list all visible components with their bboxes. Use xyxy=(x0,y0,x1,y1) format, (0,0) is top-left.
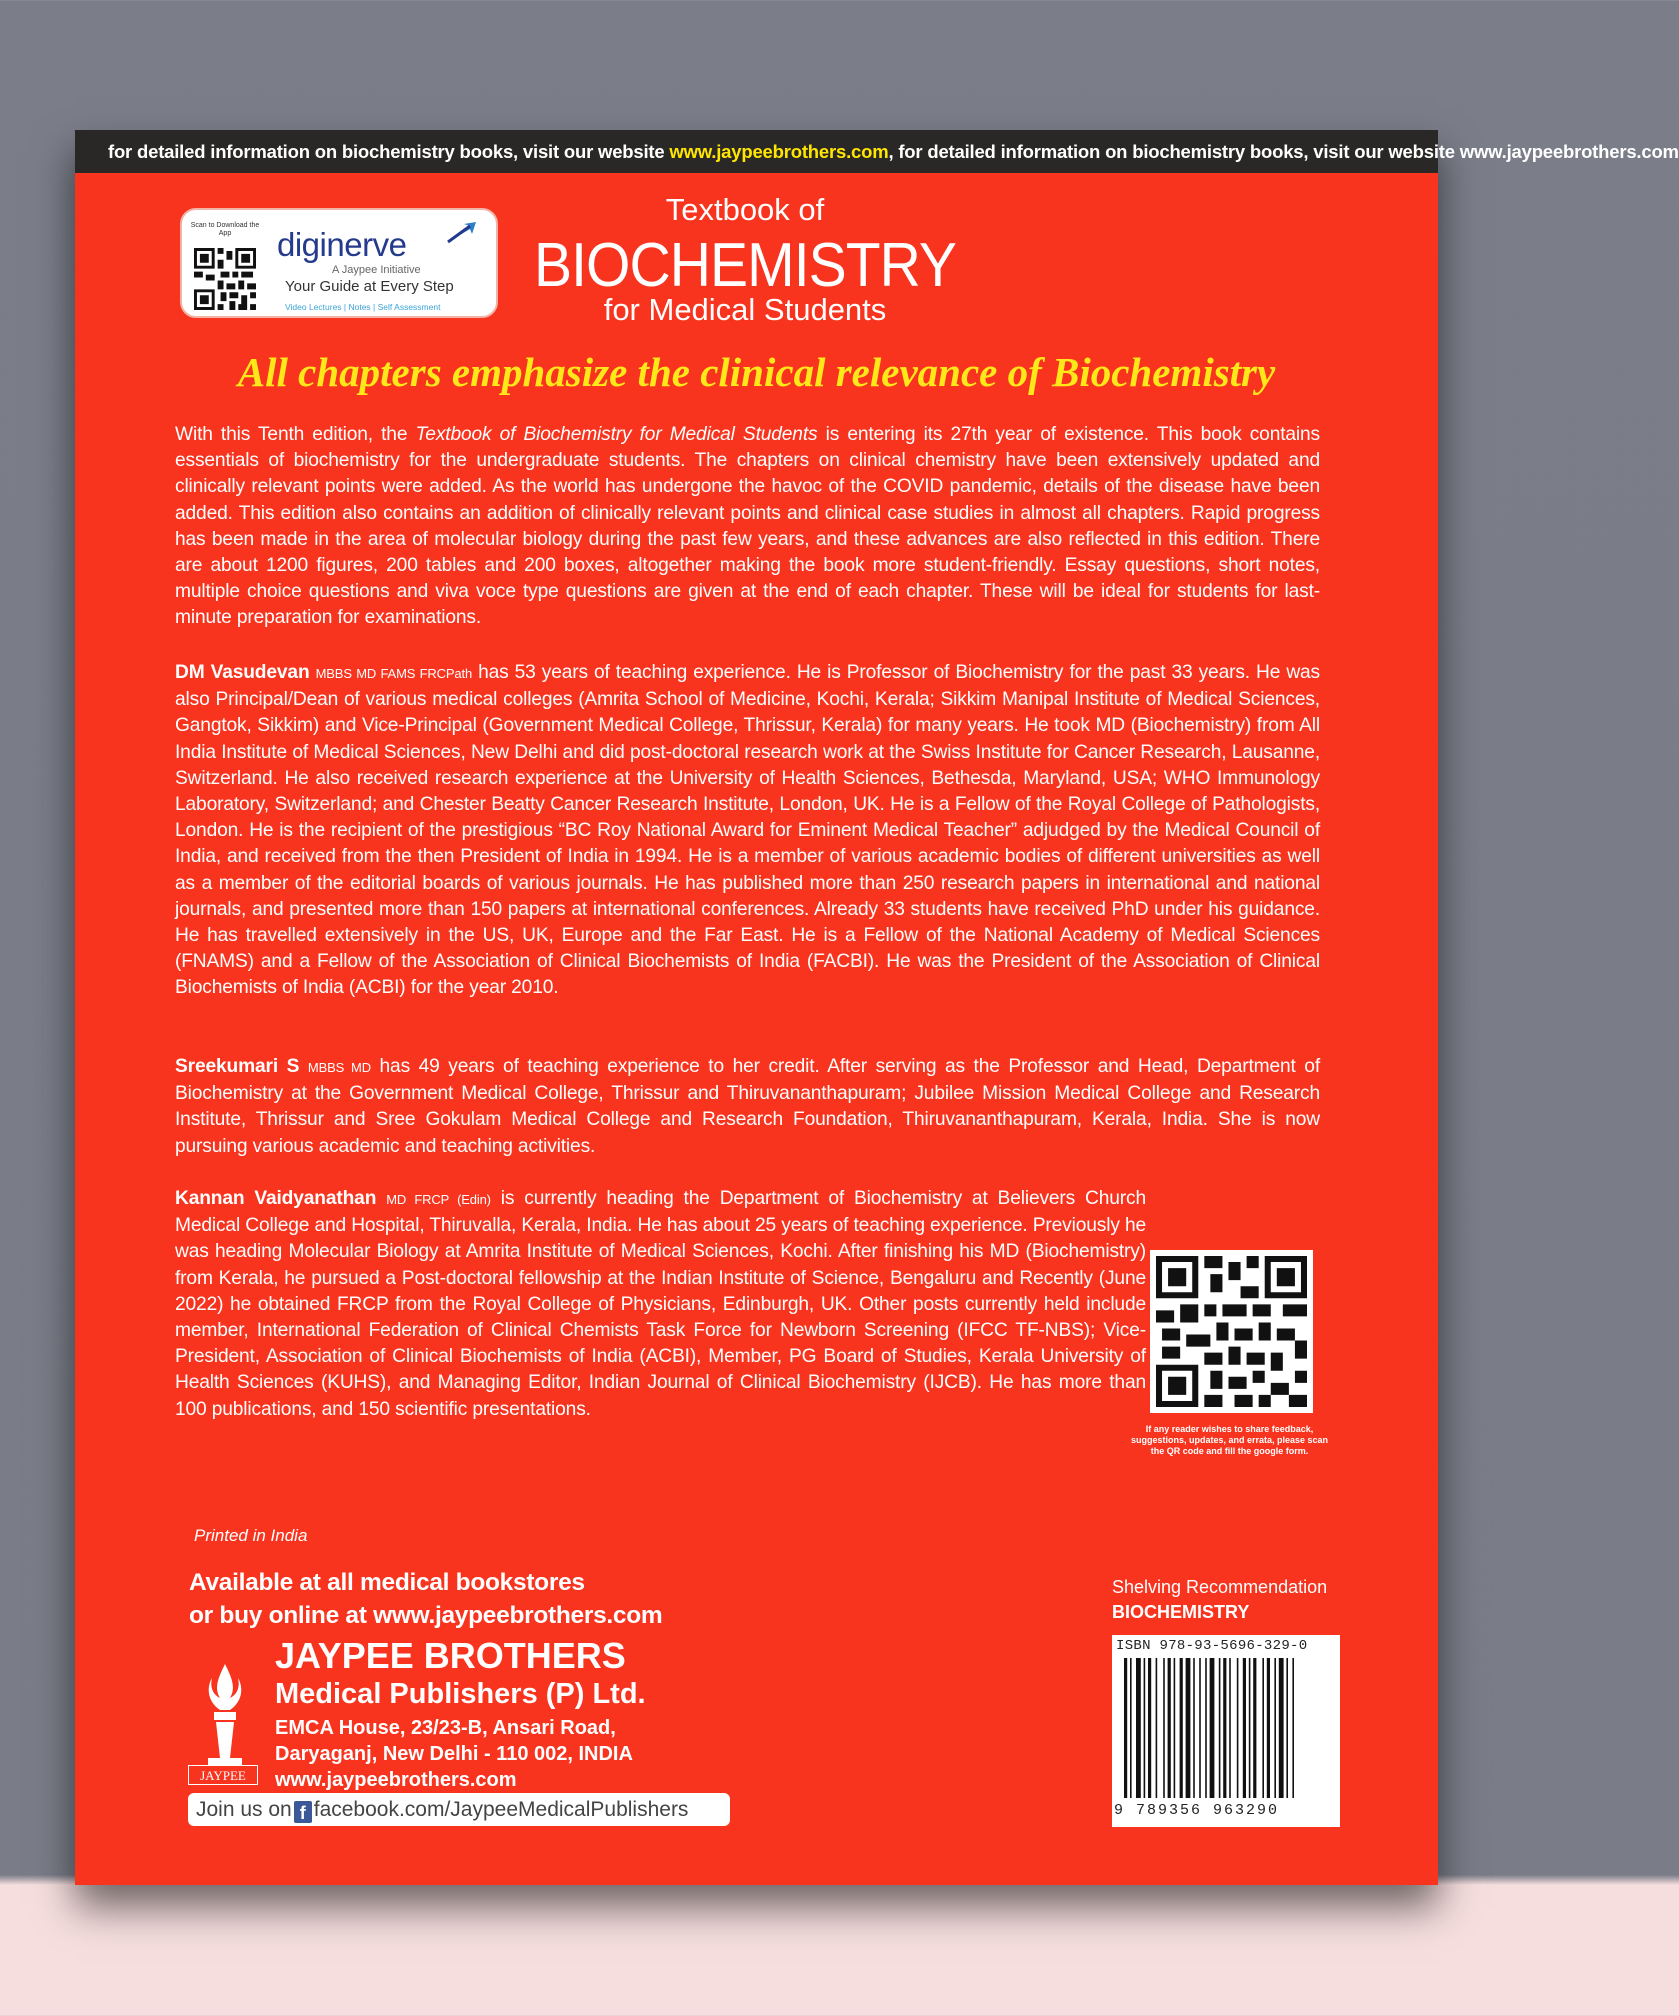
author-credentials: MBBS MD xyxy=(307,1060,371,1075)
shelving-label: Shelving Recommendation xyxy=(1112,1577,1328,1597)
barcode-bar xyxy=(1199,1658,1201,1798)
intro-text-rest: is entering its 27th year of existence. This book contains essentials of biochemistry for the undergraduate students. The chapters on clinical chemistry have been extensively updated and clinically relevant points were added. As the world has undergone the havoc of the COVID pandemic, details of the disease have been added. This edition also contains an addition of clinically relevant points and clinical case studies in almost all chapters. Rapid progress has been made in the area of molecular biology during the past few years, and these advances are also reflected in this edition. There are about 1200 figures, 200 tables and 200 boxes, altogether making the book more student-friendly. Essay questions, short notes, multiple choice questions and viva voce type questions are given at the end of each chapter. These will be ideal for students for last-minute preparation for examinations. xyxy=(175,424,1320,629)
barcode-bar xyxy=(1267,1658,1270,1798)
availability-line-2: or buy online at www.jaypeebrothers.com xyxy=(189,1602,663,1629)
barcode-bar xyxy=(1144,1658,1146,1798)
intro-book-title: Textbook of Biochemistry for Medical Students xyxy=(415,424,818,445)
barcode-bar xyxy=(1148,1658,1151,1798)
barcode-bar xyxy=(1136,1658,1141,1798)
barcode-bar xyxy=(1243,1658,1246,1798)
barcode-bar xyxy=(1237,1658,1239,1798)
barcode-digits: 9 789356 963290 xyxy=(1114,1802,1280,1819)
author-credentials: MBBS MD FAMS FRCPath xyxy=(315,666,473,681)
barcode-bar xyxy=(1174,1658,1176,1798)
feedback-note: If any reader wishes to share feedback, suggestions, updates, and errata, please scan the QR code and fill the google form. xyxy=(1130,1424,1329,1456)
address-line-1: EMCA House, 23/23-B, Ansari Road, xyxy=(275,1717,616,1739)
logo-part-i: i xyxy=(319,226,327,263)
barcode-bars-icon xyxy=(1124,1658,1328,1798)
barcode-bar xyxy=(1223,1658,1226,1798)
jaypee-logo-label: JAYPEE xyxy=(188,1765,258,1785)
banner-text: for detailed information on biochemistry books, visit our website xyxy=(108,141,670,162)
intro-text-start: With this Tenth edition, the xyxy=(175,424,416,445)
barcode-bar xyxy=(1156,1658,1158,1798)
title-biochemistry: BIOCHEMISTRY xyxy=(533,231,957,300)
barcode-bar xyxy=(1229,1658,1231,1798)
availability-line-1: Available at all medical bookstores xyxy=(189,1569,585,1596)
address-line-2: Daryaganj, New Delhi - 110 002, INDIA xyxy=(275,1743,633,1765)
barcode-bar xyxy=(1193,1658,1195,1798)
author-bio-text: has 53 years of teaching experience. He is Professor of Biochemistry for the past 33 years. He was also Principal/Dean of various medical colleges (Amrita School of Medicine, Kochi, Kerala; Sikkim Manipal Institute of Medical Sciences, Gangtok, Sikkim) and Vice-Principal (Government Medical College, Thrissur, Kerala) for many years. He took MD (Biochemistry) from All India Institute of Medical Sciences, New Delhi and did post-doctoral research work at the Swiss Institute for Cancer Research, Lausanne, Switzerland. He also received research experience at the University of Health Sciences, Bethesda, Maryland, USA; WHO Immunology Laboratory, Switzerland; and Chester Beatty Cancer Research Institute, London, UK. He is a Fellow of the Royal College of Pathologists, London. He is the recipient of the prestigious “BC Roy National Award for Eminent Medical Teacher” adjudged by the Medical Council of India, and received from the then President of India in 1994. He is a member of various academic bodies of different universities as well as a member of the editorial boards of various journals. He has published more than 250 research papers in international and national journals, and presented more than 150 papers at international conferences. Already 33 students have received PhD under his guidance. He has travelled extensively in the US, UK, Europe and the Far East. He is a Fellow of the National Academy of Medical Sciences (FNAMS) and a Fellow of the Association of Clinical Biochemists of India (FACBI). He was the President of the Association of Clinical Biochemists of India (ACBI) for the year 2010. xyxy=(175,662,1320,999)
diginerve-tagline: Your Guide at Every Step xyxy=(285,278,454,295)
barcode-bar xyxy=(1274,1658,1276,1798)
author-name: DM Vasudevan xyxy=(175,662,310,683)
barcode-bar xyxy=(1279,1658,1284,1798)
barcode-bar xyxy=(1249,1658,1251,1798)
barcode-bar xyxy=(1186,1658,1191,1798)
availability-text xyxy=(189,1566,662,1632)
diginerve-arrow-icon xyxy=(444,220,480,248)
logo-part-nerve: nerve xyxy=(326,226,407,263)
author-name: Sreekumari S xyxy=(175,1056,300,1077)
book-back-cover xyxy=(75,130,1679,1885)
publisher-name: JAYPEE BROTHERS xyxy=(275,1635,626,1676)
barcode-bar xyxy=(1130,1658,1132,1798)
facebook-link[interactable] xyxy=(188,1793,730,1826)
barcode-bar xyxy=(1180,1658,1183,1798)
barcode-bar xyxy=(1168,1658,1171,1798)
barcode-bar xyxy=(1292,1658,1294,1798)
facebook-icon: f xyxy=(294,1801,312,1823)
author-name: Kannan Vaidyanathan xyxy=(175,1188,377,1209)
logo-part-dig: dig xyxy=(277,226,320,263)
title-for-medical-students: for Medical Students xyxy=(603,292,887,327)
diginerve-logo xyxy=(277,226,406,264)
author-bio-text: is currently heading the Department of Biochemistry at Believers Church Medical College and Hospital, Thiruvalla, Kerala, India. He has about 25 years of teaching experience. Previously he was heading Molecular Biology at Amrita Institute of Medical Sciences, Kochi. After finishing his MD (Biochemistry) from Kerala, he pursued a Post-doctoral fellowship at the Indian Institute of Science, Bengaluru and Recently (June 2022) he obtained FRCP from the Royal College of Physicians, Edinburgh, UK. Other posts currently held include member, International Federation of Clinical Chemists Task Force for Newborn Screening (IFCC TF-NBS); Vice- President, Association of Clinical Biochemists of India (ACBI), Member, PG Board of Studies, Kerala University of Health Sciences (KUHS), and Managing Editor, Indian Journal of Clinical Biochemistry (IJCB). He has more than 100 publications, and 150 scientific presentations. xyxy=(175,1188,1146,1420)
intro-paragraph xyxy=(175,422,1320,632)
diginerve-initiative: A Jaypee Initiative xyxy=(332,264,421,276)
banner-text-repeat: , for detailed information on biochemistry books, visit our website www.jaypeebrothers.com xyxy=(888,141,1679,162)
barcode-bar xyxy=(1253,1658,1256,1798)
facebook-url: facebook.com/JaypeeMedicalPublishers xyxy=(313,1798,689,1821)
shelving-value: BIOCHEMISTRY xyxy=(1112,1602,1250,1622)
banner-website-link[interactable]: www.jaypeebrothers.com xyxy=(669,141,889,162)
author-bio-text: has 49 years of teaching experience to her credit. After serving as the Professor and Head, Department of Biochemistry at the Government Medical College, Thrissur and Thiruvananthapuram; Jubilee Mission Medical College and Research Institute, Thrissur and Sree Gokulam Medical College and Research Foundation, Thiruvananthapuram, Kerala, India. She is now pursuing various academic and teaching activities. xyxy=(175,1056,1320,1157)
isbn-barcode xyxy=(1112,1635,1340,1827)
publisher-full-name: Medical Publishers (P) Ltd. xyxy=(275,1678,646,1710)
title-textbook-of: Textbook of xyxy=(665,192,825,227)
author-bio-sreekumari xyxy=(175,1054,1320,1160)
author-credentials: MD FRCP (Edin) xyxy=(386,1192,491,1207)
barcode-bar xyxy=(1124,1658,1127,1798)
barcode-bar xyxy=(1210,1658,1215,1798)
barcode-bar xyxy=(1219,1658,1221,1798)
diginerve-promo[interactable] xyxy=(180,208,498,318)
printed-in: Printed in India xyxy=(194,1526,308,1545)
headline: All chapters emphasize the clinical relevance of Biochemistry xyxy=(237,349,1276,395)
publisher-website-link[interactable]: www.jaypeebrothers.com xyxy=(275,1769,517,1791)
barcode-bar xyxy=(1286,1658,1288,1798)
diginerve-scan-text: Scan to Download the App xyxy=(190,222,260,237)
diginerve-features: Video Lectures | Notes | Self Assessment xyxy=(285,302,441,312)
author-bio-vaidyanathan xyxy=(175,1186,1320,1423)
top-banner xyxy=(75,130,1679,173)
barcode-bar xyxy=(1205,1658,1207,1798)
feedback-qr-code-icon[interactable] xyxy=(1150,1250,1313,1413)
publisher-address xyxy=(275,1715,633,1793)
isbn-text: ISBN 978-93-5696-329-0 xyxy=(1116,1638,1308,1654)
facebook-join-text: Join us on xyxy=(196,1798,292,1821)
barcode-bar xyxy=(1163,1658,1165,1798)
author-bio-vasudevan xyxy=(175,660,1320,1002)
barcode-bar xyxy=(1262,1658,1264,1798)
diginerve-qr-code-icon[interactable] xyxy=(194,248,256,310)
